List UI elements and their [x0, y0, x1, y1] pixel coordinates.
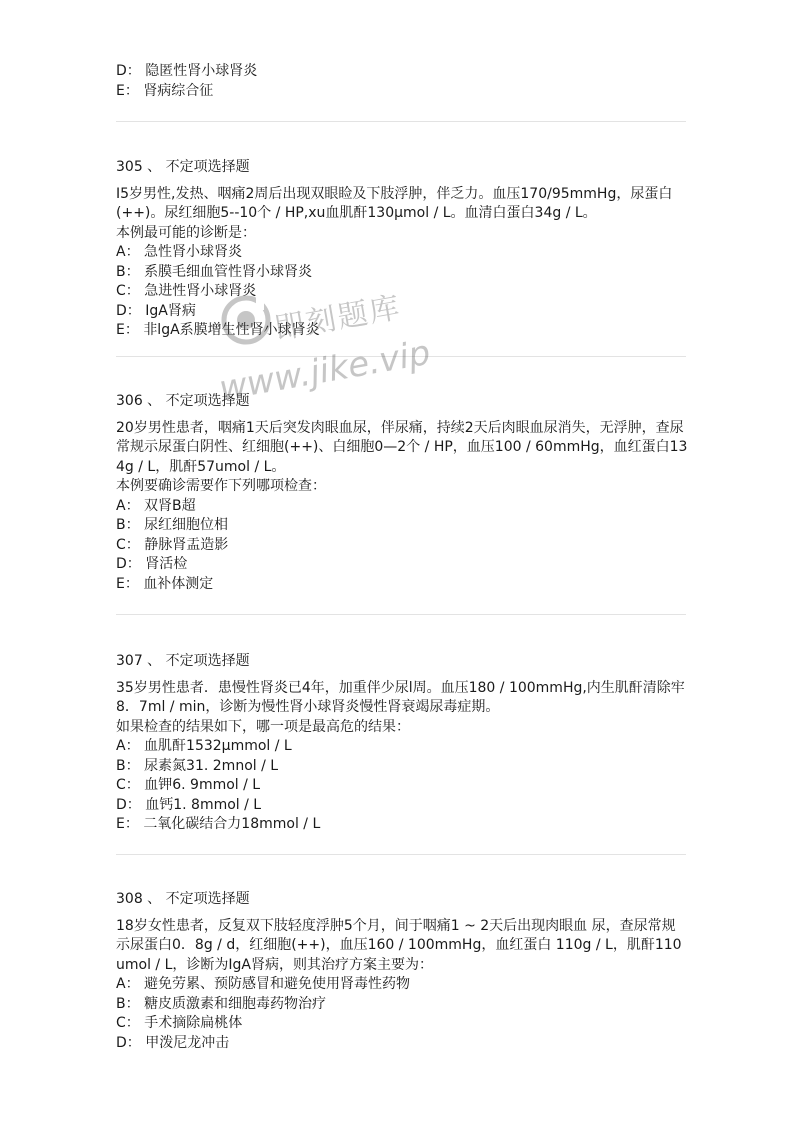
question-308 — [116, 890, 688, 1053]
divider — [116, 356, 686, 357]
divider — [116, 854, 686, 855]
watermark-brand: 即刻题库 — [271, 290, 404, 347]
option-b: B： 尿素氮31. 2mnol / L — [116, 757, 279, 774]
option-a: A： 避免劳累、预防感冒和避免使用肾毒性药物 — [116, 976, 411, 992]
option-a: A： 双肾B超 — [116, 497, 196, 514]
question-stem: 18岁女性患者，反复双下肢轻度浮肿5个月，间于咽痛1 ~ 2天后出现肉眼血 尿，查尿常规示尿蛋白0．8g / d，红细胞(++)，血压160 / 100mmHg，血红蛋白 110g / L，肌酐110umol / L，诊断为IgA肾病，则其治疗方案主要为： — [116, 917, 682, 973]
option-c: C： 静脉肾盂造影 — [116, 536, 229, 553]
option-c: C： 血钾6. 9mmol / L — [116, 777, 261, 793]
option-d: D： 隐匿性肾小球肾炎 — [116, 63, 258, 79]
option-d: D： 肾活检 — [116, 556, 188, 572]
option-b: B： 尿红细胞位相 — [116, 517, 229, 533]
option-e: E： 二氧化碳结合力18mmol / L — [116, 816, 321, 832]
divider — [116, 121, 686, 122]
question-number: 305 、 不定项选择题 — [116, 159, 250, 175]
question-prompt: 本例要确诊需要作下列哪项检查： — [116, 478, 326, 494]
question-stem: 20岁男性患者，咽痛1天后突发肉眼血尿，伴尿痛，持续2天后肉眼血尿消失，无浮肿，查尿常规示尿蛋白阴性、红细胞(++)、白细胞0—2个 / HP，血压100 / 60mmHg，血红蛋白134g / L，肌酐57umol / L。 — [116, 419, 688, 475]
option-d: D： 甲泼尼龙冲击 — [116, 1034, 230, 1051]
question-prompt: 本例最可能的诊断是： — [116, 224, 256, 241]
option-c: C： 急进性肾小球肾炎 — [116, 283, 257, 299]
option-d: D： 血钙1. 8mmol / L — [116, 796, 262, 813]
option-a: A： 血肌酐1532μmmol / L — [116, 738, 292, 754]
option-a: A： 急性肾小球肾炎 — [116, 244, 243, 260]
option-e: E： 非lgA系膜增生性肾小球肾炎 — [116, 322, 320, 338]
question-307 — [116, 652, 688, 835]
option-c: C： 手术摘除扁桃体 — [116, 1015, 243, 1031]
question-stem: I5岁男性,发热、咽痛2周后出现双眼睑及下肢浮肿，伴乏力。血压170/95mmHg，尿蛋白(++)。尿红细胞5--10个 / HP,xu血肌酐130μmol / L。血清白蛋白34g / L。 — [116, 185, 673, 221]
question-number: 308 、 不定项选择题 — [116, 891, 250, 907]
watermark-url: www.jike.vip — [216, 332, 434, 410]
question-306 — [116, 392, 688, 594]
question-number: 306 、 不定项选择题 — [116, 393, 250, 409]
option-e: E： 肾病综合征 — [116, 82, 214, 99]
question-number: 307 、 不定项选择题 — [116, 653, 250, 669]
question-305 — [116, 158, 688, 341]
question-prompt: 如果检查的结果如下，哪一项是最高危的结果： — [116, 718, 410, 735]
previous-question-options — [116, 62, 688, 101]
option-e: E： 血补体测定 — [116, 575, 214, 592]
option-b: B： 系膜毛细血管性肾小球肾炎 — [116, 263, 313, 280]
divider — [116, 614, 686, 615]
option-b: B： 糖皮质激素和细胞毒药物治疗 — [116, 995, 327, 1012]
option-d: D： IgA肾病 — [116, 302, 196, 319]
question-stem: 35岁男性患者．患慢性肾炎已4年，加重伴少尿l周。血压180 / 100mmHg,内生肌酐清除牢8．7ml / min，诊断为慢性肾小球肾炎慢性肾衰竭尿毒症期。 — [116, 679, 685, 715]
